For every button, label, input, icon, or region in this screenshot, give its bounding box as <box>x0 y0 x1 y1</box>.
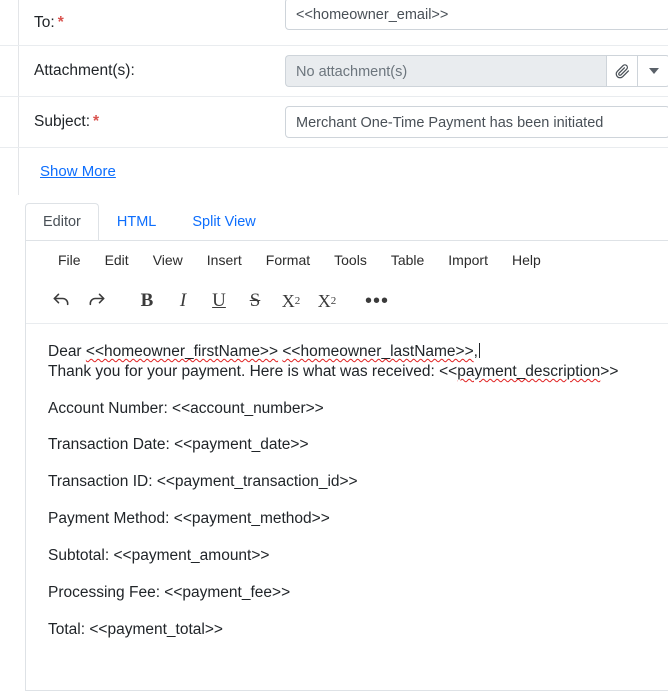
to-input[interactable]: <<homeowner_email>> <box>285 0 668 30</box>
to-field-wrap <box>285 0 668 30</box>
tab-html[interactable]: HTML <box>116 214 157 230</box>
form-row-subject <box>0 97 668 148</box>
subject-input[interactable]: Merchant One-Time Payment has been initiated <box>285 106 668 138</box>
text-cursor <box>479 343 480 358</box>
menu-view[interactable]: View <box>152 252 183 268</box>
editor-tabs <box>25 204 274 241</box>
redo-icon[interactable] <box>80 285 114 317</box>
to-label-text: To: <box>34 13 55 31</box>
line-subtotal: Subtotal: <<payment_amount>> <box>48 546 270 564</box>
menu-tools[interactable]: Tools <box>334 252 367 268</box>
line-transaction-id: Transaction ID: <<payment_transaction_id>> <box>48 473 358 491</box>
strikethrough-icon[interactable]: S <box>249 290 261 311</box>
attachments-label: Attachment(s): <box>34 62 135 79</box>
subscript-marker: 2 <box>294 295 301 307</box>
form-row-to <box>0 0 668 46</box>
line-payment-method: Payment Method: <<payment_method>> <box>48 510 330 528</box>
rich-text-editor <box>25 241 668 691</box>
to-label <box>34 14 64 32</box>
undo-icon[interactable] <box>44 285 78 317</box>
menu-help[interactable]: Help <box>511 252 541 268</box>
greeting-suffix: , <box>473 343 478 360</box>
menu-file[interactable]: File <box>58 252 81 268</box>
line-processing-fee: Processing Fee: <<payment_fee>> <box>48 583 291 601</box>
thanks-line <box>48 362 647 382</box>
attachments-field-wrap <box>285 55 668 87</box>
subject-field-wrap <box>285 106 668 138</box>
more-options-icon[interactable]: ••• <box>364 289 389 312</box>
menu-insert[interactable]: Insert <box>206 252 242 268</box>
to-required-asterisk: * <box>57 13 64 31</box>
tab-split-view[interactable]: Split View <box>192 214 256 230</box>
greeting-line <box>48 342 647 362</box>
paperclip-icon[interactable] <box>606 55 638 87</box>
attachments-input[interactable]: No attachment(s) <box>285 55 606 87</box>
line-account-number: Account Number: <<account_number>> <box>48 399 324 417</box>
superscript-marker: 2 <box>330 295 337 307</box>
email-form <box>0 0 668 148</box>
merge-token-last-name: <<homeowner_lastName>> <box>282 343 474 360</box>
show-more-link[interactable]: Show More <box>40 163 116 180</box>
line-total: Total: <<payment_total>> <box>48 620 223 638</box>
thanks-prefix: Thank you for your payment. Here is what was received: << <box>48 362 458 380</box>
thanks-suffix: >> <box>600 362 619 380</box>
merge-token-payment-description: payment_description <box>457 362 601 380</box>
menu-format[interactable]: Format <box>265 252 311 268</box>
greeting-prefix: Dear <box>48 343 86 360</box>
menu-edit[interactable]: Edit <box>104 252 129 268</box>
underline-icon[interactable]: U <box>212 290 226 311</box>
merge-token-first-name: <<homeowner_firstName>> <box>85 343 279 360</box>
subject-required-asterisk: * <box>93 113 100 130</box>
italic-icon[interactable]: I <box>179 290 187 311</box>
subject-label-text: Subject: <box>34 113 91 130</box>
superscript-icon[interactable]: X 2 <box>317 290 337 311</box>
caret-glyph <box>649 68 659 74</box>
subscript-icon[interactable]: X 2 <box>281 290 301 311</box>
bold-icon[interactable]: B <box>140 290 154 311</box>
attachment-input-group <box>285 55 668 87</box>
line-transaction-date: Transaction Date: <<payment_date>> <box>48 436 309 454</box>
subject-label <box>34 113 99 131</box>
menu-import[interactable]: Import <box>448 252 488 268</box>
editor-menubar <box>26 241 668 279</box>
chevron-down-icon[interactable] <box>638 55 668 87</box>
editor-content-area[interactable] <box>26 324 668 639</box>
menu-table[interactable]: Table <box>390 252 425 268</box>
editor-toolbar <box>26 279 668 324</box>
form-row-attachments <box>0 46 668 97</box>
tab-editor[interactable]: Editor <box>25 203 99 241</box>
